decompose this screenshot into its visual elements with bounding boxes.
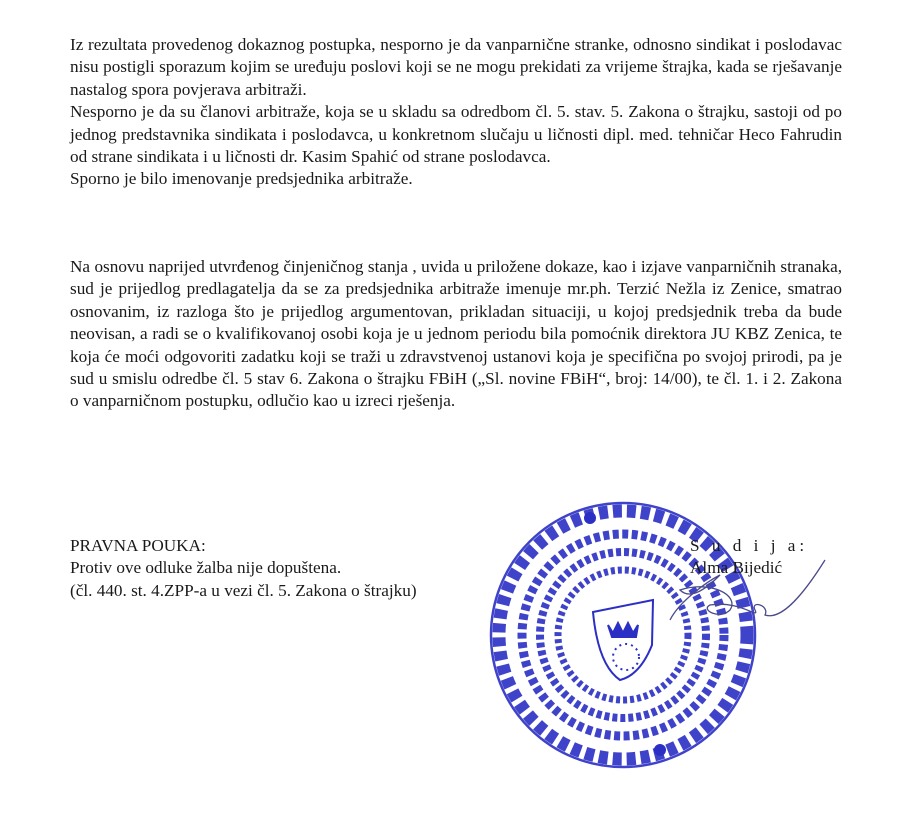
legal-notice-line: (čl. 440. st. 4.ZPP-a u vezi čl. 5. Zakona o štrajku) [70, 580, 417, 600]
paragraph-findings [70, 34, 842, 191]
judge-label: S u d i j a: [690, 536, 809, 555]
paragraph-text: Nesporno je da su članovi arbitraže, koja se u skladu sa odredbom čl. 5. stav. 5. Zakona o štrajku, sastoji od po jednog predstavnika sindikata i poslodavca, u konkretnom slučaju u ličnosti dipl. med. tehničar Heco Fahrudin od strane sindikata i u ličnosti dr. Kasim Spahić od strane poslodavca. [70, 102, 842, 167]
legal-notice-line: Protiv ove odluke žalba nije dopuštena. [70, 558, 342, 578]
handwritten-signature [480, 480, 840, 780]
judge-name: Alma Bijedić [690, 558, 783, 578]
paragraph-text: Iz rezultata provedenog dokaznog postupka, nesporno je da vanparnične stranke, odnosno sindikat i poslodavac nisu postigli sporazum kojim se uređuju poslovi koji se ne mogu prekidati za vrijeme štrajka, kada se rješavanje nastalog spora povjerava arbitraži. [70, 35, 842, 99]
paragraph-reasoning [70, 256, 842, 413]
legal-notice [70, 535, 417, 602]
legal-notice-title: PRAVNA POUKA: [70, 536, 206, 555]
paragraph-text: Sporno je bilo imenovanje predsjednika arbitraže. [70, 169, 413, 189]
paragraph-text: Na osnovu naprijed utvrđenog činjeničnog stanja , uvida u priložene dokaze, kao i izjave vanparničnih stranaka, sud je prijedlog predlagatelja da se za predsjednika arbitraže imenuje mr.ph. Terzić Nežla iz Zenice, smatrao osnovanim, iz razloga što je prijedlog argumentovan, prikladan situaciji, u kojoj predsjednik treba da bude neovisan, a radi se o kvalifikovanoj osobi koja je u jednom periodu bila pomoćnik direktora JU KBZ Zenica, te koja će moći odgovoriti zadatku koji se traži u zdravstvenoj ustanovi koja je specifična po svojoj prirodi, pa je sud u smislu odredbe čl. 5 stav 6. Zakona o štrajku FBiH („Sl. novine FBiH“, broj: 14/00), te čl. 1. i 2. Zakona o vanparničnom postupku, odlučio kao u izreci rješenja. [70, 257, 842, 411]
